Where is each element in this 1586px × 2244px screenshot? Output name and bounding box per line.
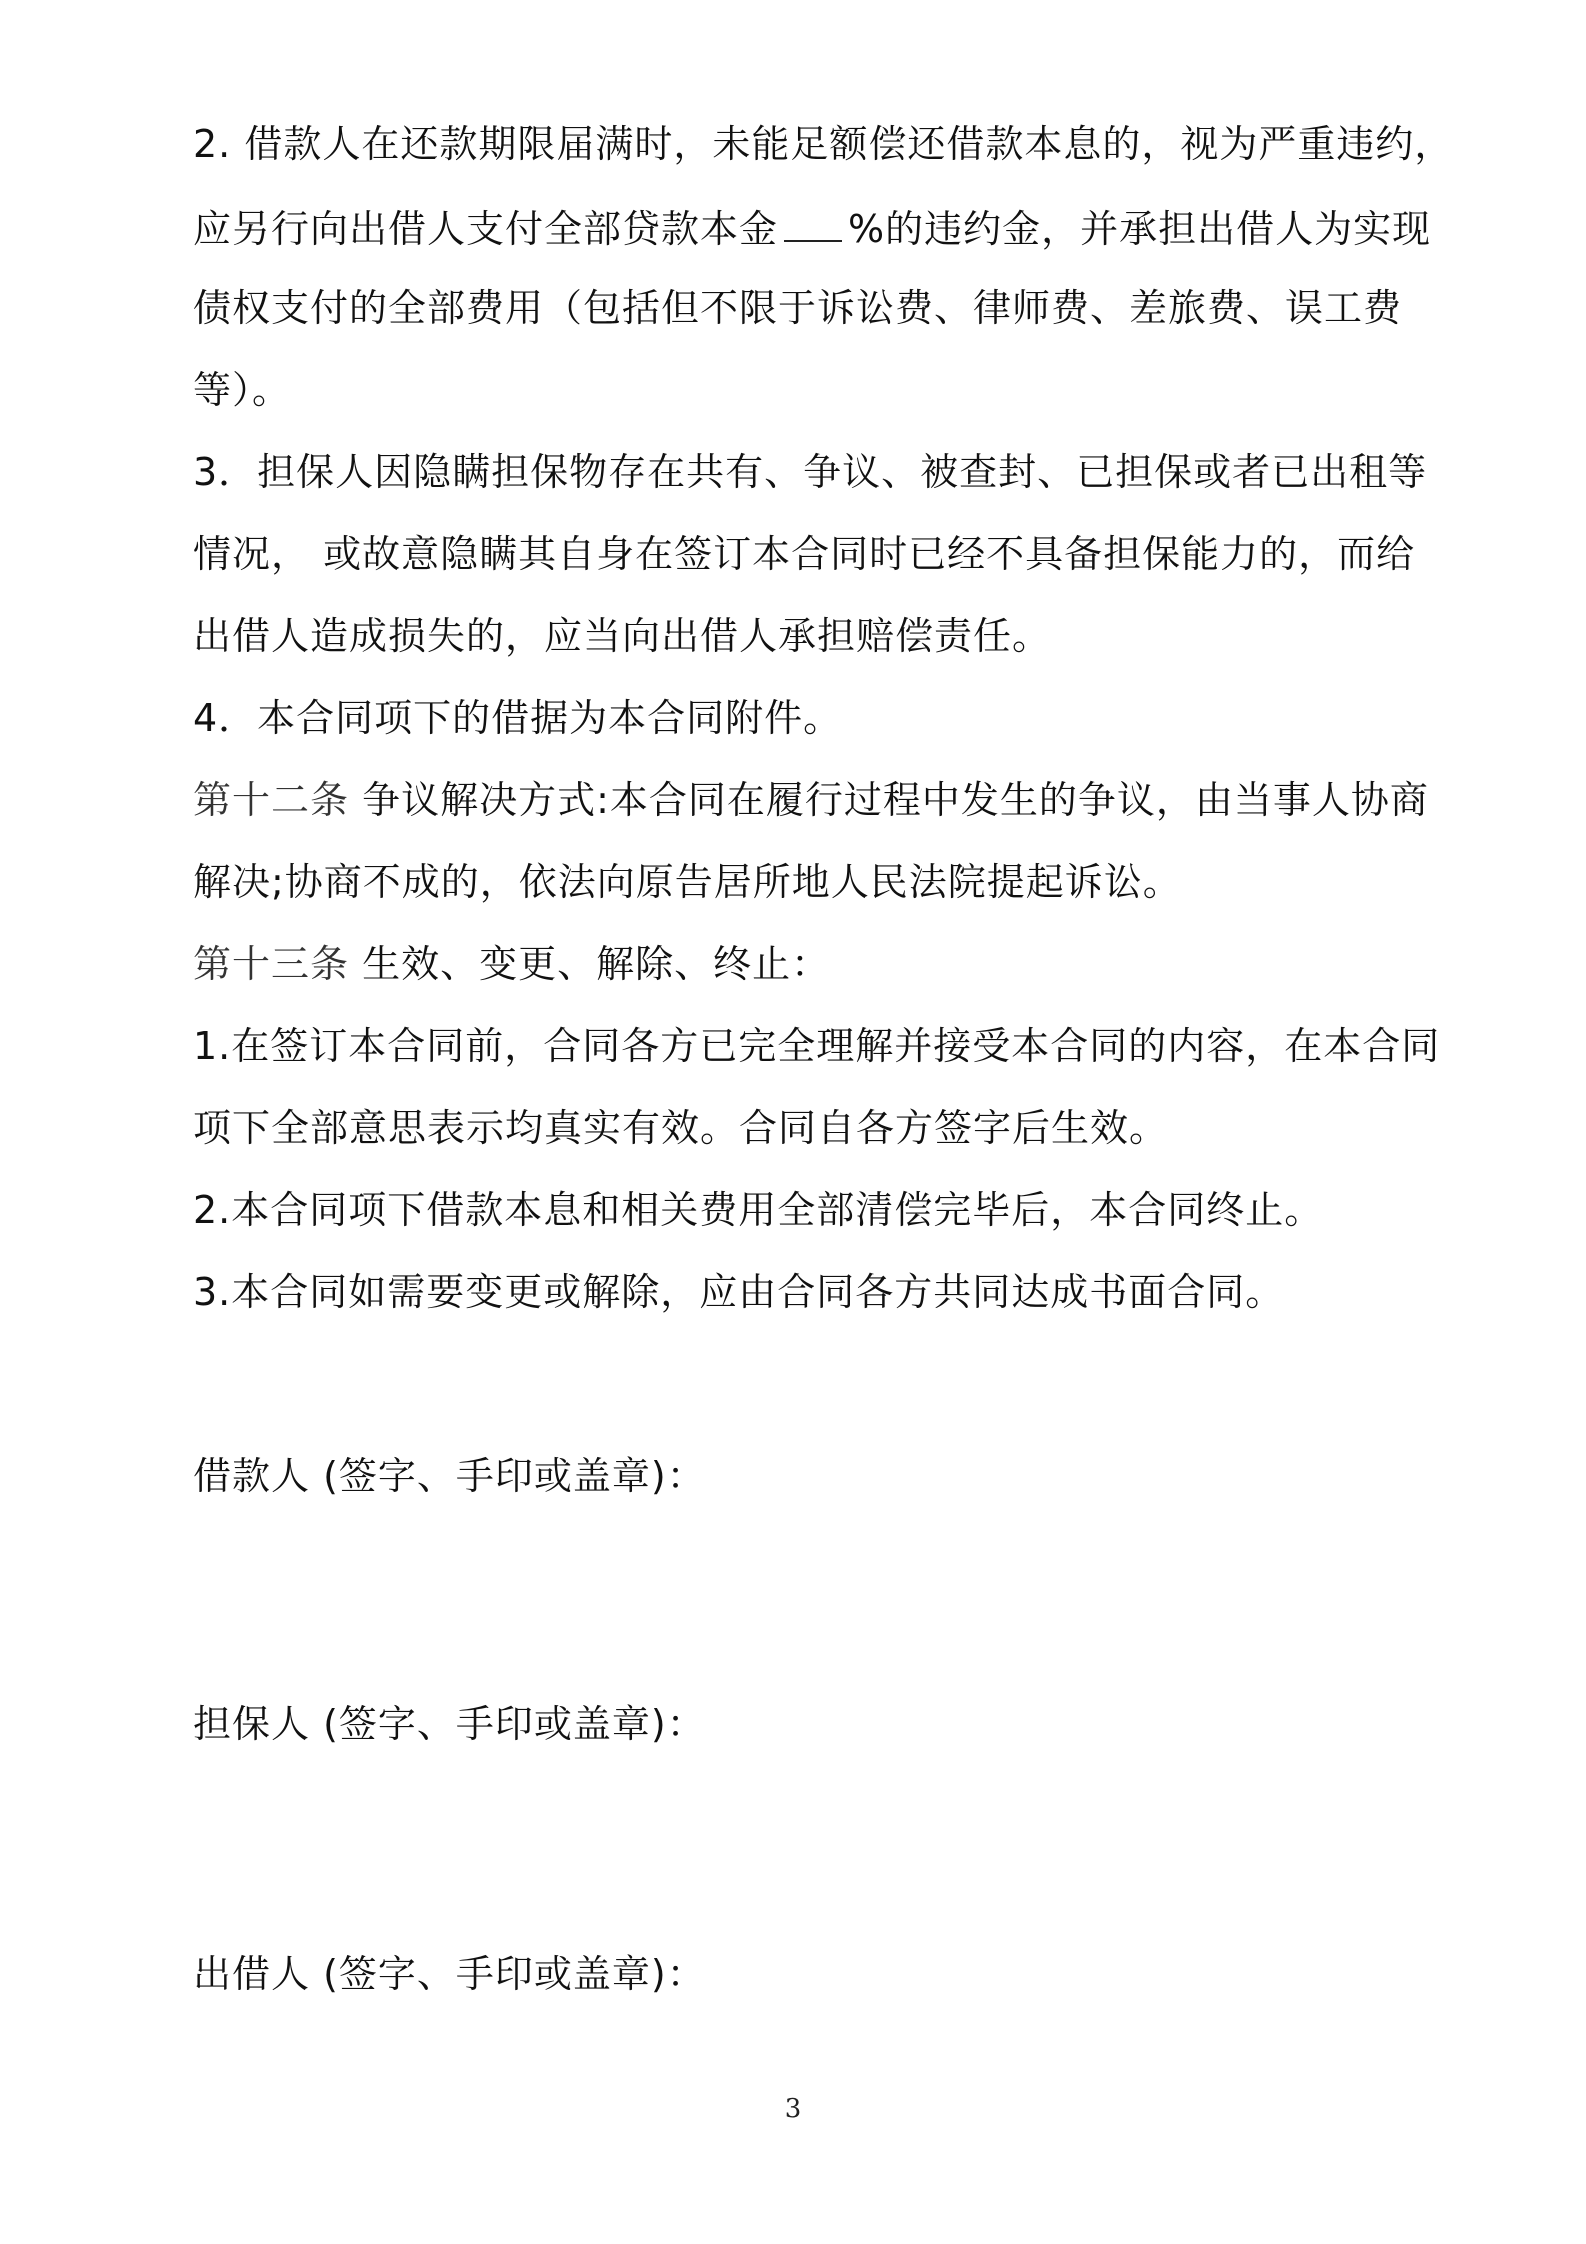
clause11-item2-line2-after: %的违约金，并承担出借人为实现 <box>848 207 1432 251</box>
clause11-item2-line2-before: 应另行向出借人支付全部贷款本金 <box>193 207 779 251</box>
page-number: 3 <box>784 2094 802 2124</box>
clause11-item2-line3: 债权支付的全部费用（包括但不限于诉讼费、律师费、差旅费、误工费 <box>193 286 1403 330</box>
clause11-item2-line1: 2. 借款人在还款期限届满时，未能足额偿还借款本息的，视为严重违约， <box>193 122 1454 166</box>
clause11-item2-line2 <box>193 202 1432 253</box>
clause13-title: 生效、变更、解除、终止： <box>349 942 831 986</box>
clause11-item4: 4．本合同项下的借据为本合同附件。 <box>193 696 843 740</box>
clause11-item3-line1: 3．担保人因隐瞒担保物存在共有、争议、被查封、已担保或者已出租等 <box>193 450 1428 494</box>
clause13-item1-line2: 项下全部意思表示均真实有效。合同自各方签字后生效。 <box>193 1106 1169 1150</box>
clause12-line1 <box>193 776 1429 824</box>
clause11-item3-line2: 情况， 或故意隐瞒其自身在签订本合同时已经不具备担保能力的，而给 <box>193 532 1416 576</box>
clause12-text-line1: 争议解决方式:本合同在履行过程中发生的争议，由当事人协商 <box>349 778 1429 822</box>
clause13-item1-line1: 1.在签订本合同前，合同各方已完全理解并接受本合同的内容，在本合同 <box>193 1024 1441 1068</box>
signature-lender-label: 出借人 (签字、手印或盖章)： <box>193 1952 706 1996</box>
penalty-percent-blank <box>784 202 842 242</box>
signature-guarantor-label: 担保人 (签字、手印或盖章)： <box>193 1702 706 1746</box>
clause11-item2-line4: 等）。 <box>193 368 292 412</box>
clause13-heading-line <box>193 940 1423 988</box>
clause13-item3: 3.本合同如需要变更或解除，应由合同各方共同达成书面合同。 <box>193 1270 1285 1314</box>
clause11-item3-line3: 出借人造成损失的，应当向出借人承担赔偿责任。 <box>193 614 1052 658</box>
clause13-item2: 2.本合同项下借款本息和相关费用全部清偿完毕后，本合同终止。 <box>193 1188 1324 1232</box>
signature-borrower-label: 借款人 (签字、手印或盖章)： <box>193 1454 706 1498</box>
clause13-heading: 第十三条 <box>193 942 350 986</box>
clause12-heading: 第十二条 <box>193 778 350 822</box>
clause12-line2: 解决;协商不成的，依法向原告居所地人民法院提起诉讼。 <box>193 860 1182 904</box>
